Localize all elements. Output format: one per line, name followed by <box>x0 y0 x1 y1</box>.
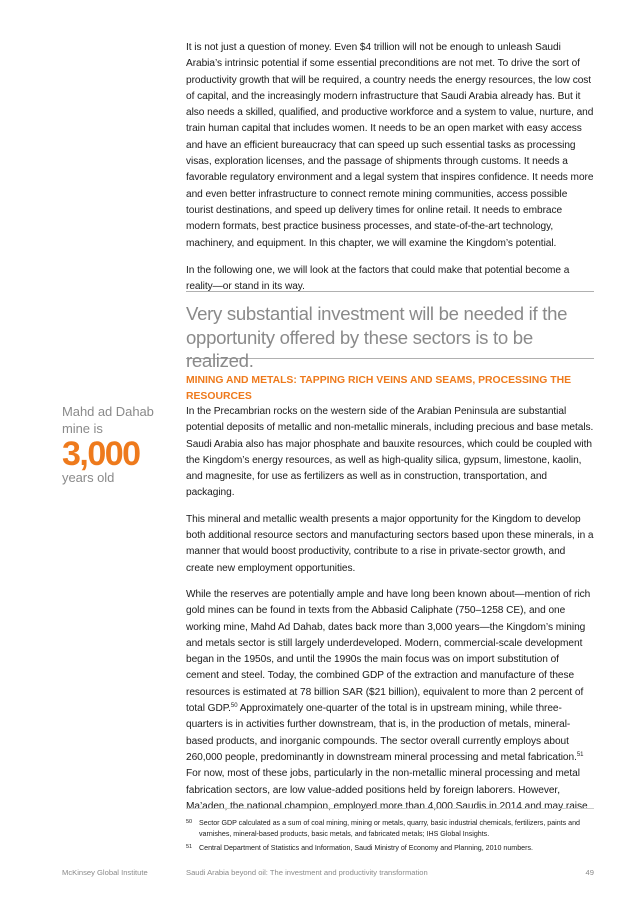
body-paragraph: In the Precambrian rocks on the western side of the Arabian Peninsula are substantial potential deposits of metallic and non-metallic minerals, including precious and base metals. Saudi Arabia also has major phosphate and bauxite resources, which could be coupled with the Kingdom’s energy resources, as well as high-quality silica, gypsum, limestone, kaolin, and magnesite, for use as fertilizers as well as in construction, transportation, and packaging. <box>186 406 594 499</box>
footer-report-title: Saudi Arabia beyond oil: The investment and productivity transformation <box>186 868 428 877</box>
footnote-ref[interactable]: 50 <box>230 703 238 710</box>
body-paragraph <box>186 587 594 815</box>
callout-label: Mahd ad Dahab mine is <box>62 404 154 436</box>
body-paragraph: This mineral and metallic wealth presents a major opportunity for the Kingdom to develop both additional resource sectors and manufacturing sectors based upon these minerals, in a manner that would boost productivity, contribute to a rise in private-sector growth, and create new employment opportunities. <box>186 513 594 574</box>
callout-unit: years old <box>62 470 115 485</box>
callout-value: 3,000 <box>62 435 140 473</box>
pull-quote <box>186 291 594 371</box>
footnote-text: Sector GDP calculated as a sum of coal mining, mining or metals, quarry, basic industrial chemicals, fertilizers, paints and varnishes, mineral-based products, basic metals, and fabricated metals; IHS Global Insights. <box>199 819 580 838</box>
footer-publisher: McKinsey Global Institute <box>62 868 148 877</box>
intro-section <box>186 40 594 295</box>
footnote-ref[interactable]: 51 <box>576 751 584 758</box>
footnotes <box>186 818 598 854</box>
page-number: 49 <box>585 868 594 877</box>
footnote-divider <box>186 808 594 809</box>
footnote-number: 51 <box>186 844 193 850</box>
body-text: Approximately one-quarter of the total is in upstream mining, while three-quarters is in activities further downstream, that is, in the production of metals, mineral-based products, and inorganic compounds. The sector overall currently employs about 260,000 people, predominantly in downstream mineral processing and metal fabrication. <box>186 703 577 763</box>
intro-paragraph: It is not just a question of money. Even $4 trillion will not be enough to unleash Saudi Arabia’s intrinsic potential if some essential preconditions are not met. To drive the sort of productivity growth that will be required, a country needs the energy resources, the low cost of capital, and the increasingly modern infrastructure that Saudi Arabia already has. But it also needs a skilled, qualified, and productive workforce and a system to value, nurture, and train human capital that includes women. It needs to be an open market with easy access and have an efficient bureaucracy that can speed up such essential tasks as processing visas, exploration licenses, and the passage of shipments through customs. It needs a favorable regulatory environment and a legal system that inspires confidence. It needs more and even better infrastructure to connect remote mining communities, access possible tourist destinations, and speed up delivery times for online retail. It needs to embrace modern formats, best practice business processes, and state-of-the-art technology, machinery, and equipment. In this chapter, we will examine the Kingdom’s potential. <box>186 42 594 249</box>
body-text: For now, most of these jobs, particularly in the non-metallic mineral processing and metal fabrication sectors, are low value-added positions held by foreign laborers. However, Ma’aden, the national champion, employed more than 4,000 Saudis in 2014 and may raise <box>186 768 588 812</box>
body-section <box>186 404 594 815</box>
sidebar-callout <box>62 404 172 485</box>
footnote-text: Central Department of Statistics and Information, Saudi Ministry of Economy and Planning, 2010 numbers. <box>199 844 533 852</box>
pull-quote-text: Very substantial investment will be needed if the opportunity offered by these sectors is to be realized. <box>186 303 568 371</box>
footnote-number: 50 <box>186 819 193 825</box>
footnote <box>186 843 598 854</box>
section-heading: MINING AND METALS: TAPPING RICH VEINS AND SEAMS, PROCESSING THE RESOURCES <box>186 375 572 402</box>
body-text: While the reserves are potentially ample and have long been known about—mention of rich gold mines can be found in texts from the Abbasid Caliphate (750–1258 CE), and one working mine, Mahd Ad Dahab, dates back more than 3,000 years—the Kingdom’s mining and metals sector is still largely underdeveloped. Modern, commercial-scale development began in the 1950s, and until the 1990s the main focus was on import substitution of cement and steel. Today, the combined GDP of the extraction and manufacture of these resources is estimated at 78 billion SAR ($21 billion), equivalent to more than 2 percent of total GDP. <box>186 588 591 715</box>
footnote <box>186 818 598 840</box>
intro-paragraph: In the following one, we will look at the factors that could make that potential become a reality—or stand in its way. <box>186 264 570 293</box>
